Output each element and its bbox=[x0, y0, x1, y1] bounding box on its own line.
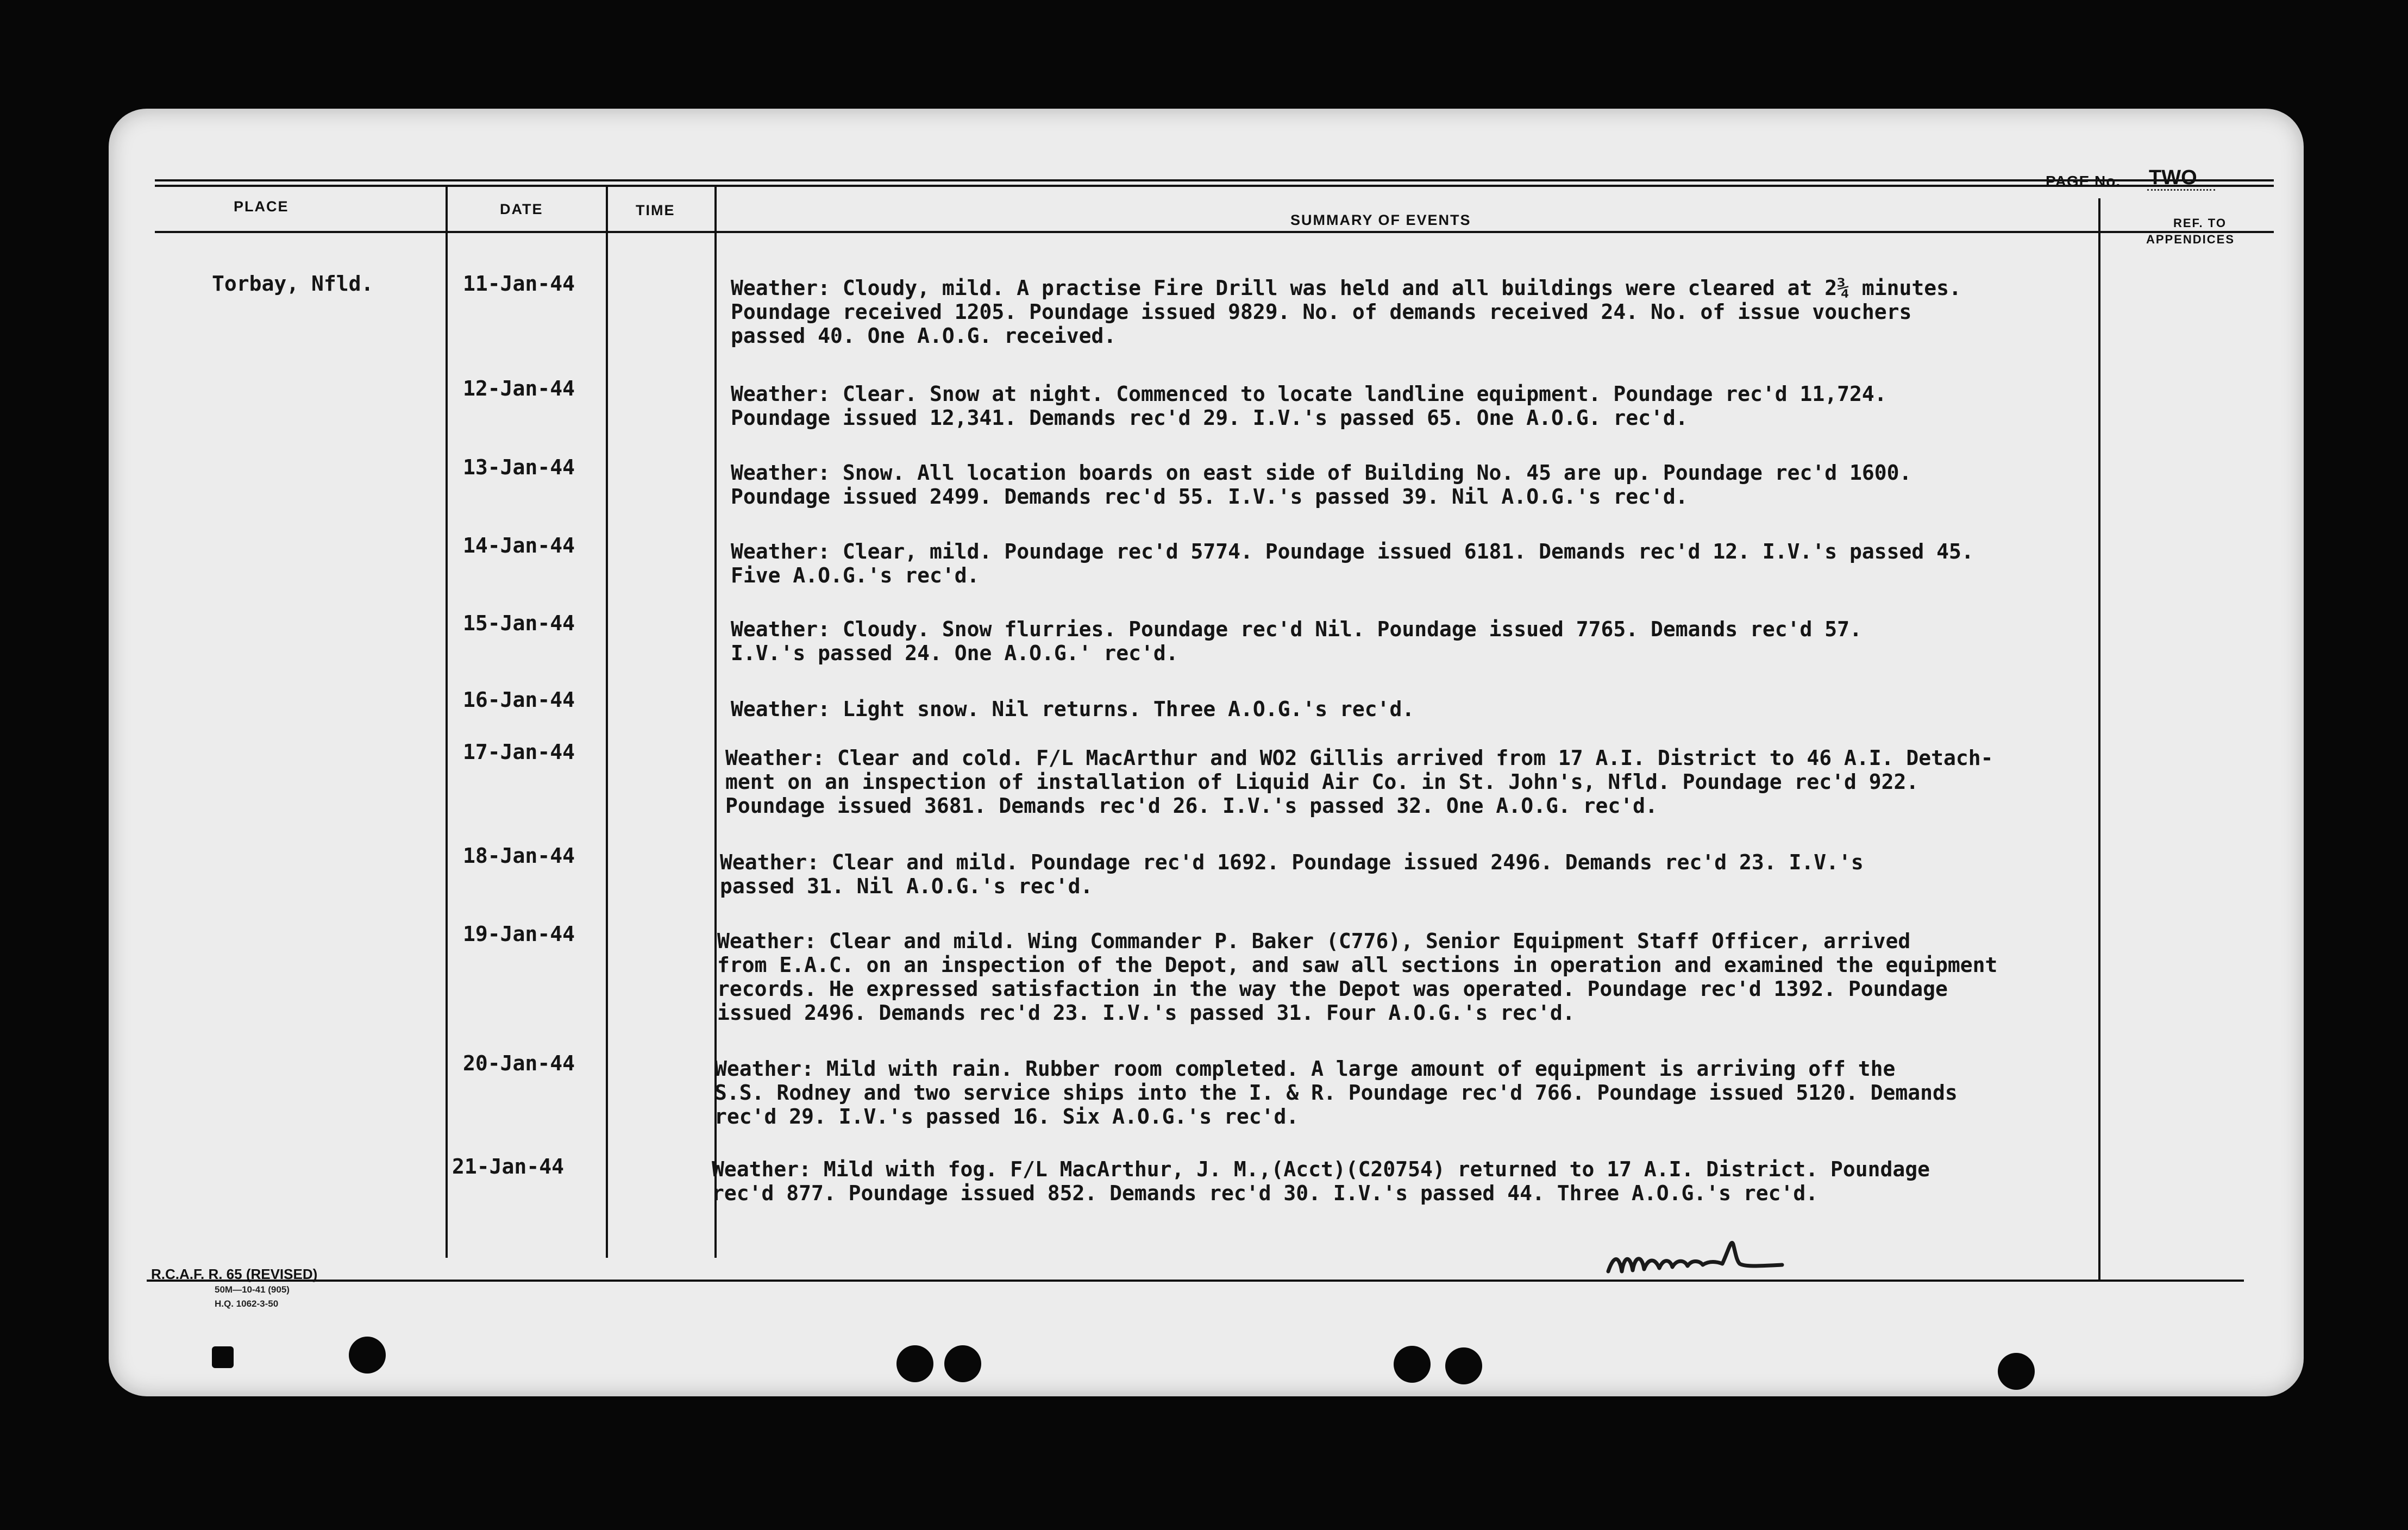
header-place: PLACE bbox=[234, 198, 289, 215]
entry-text-5: Weather: Cloudy. Snow flurries. Poundage rec'd Nil. Poundage issued 7765. Demands rec'd 57. I.V.'s passed 24. One A.O.G.' rec'd. bbox=[731, 617, 1862, 665]
punch-hole bbox=[1445, 1347, 1482, 1384]
punch-hole bbox=[944, 1345, 981, 1382]
entry-date-2: 12-Jan-44 bbox=[463, 377, 575, 400]
entry-text-6: Weather: Light snow. Nil returns. Three A.O.G.'s rec'd. bbox=[731, 697, 1415, 721]
signature-mark bbox=[1603, 1228, 1809, 1288]
entry-date-3: 13-Jan-44 bbox=[463, 455, 575, 479]
entry-text-1: Weather: Cloudy, mild. A practise Fire Drill was held and all buildings were cleared at 2¾ minutes. Poundage received 1205. Poundage issued 9829. No. of demands received 24. No. of issue vouchers passed 40. One A.O.G. received. bbox=[731, 276, 1961, 348]
entry-text-10: Weather: Mild with rain. Rubber room completed. A large amount of equipment is arriving off the S.S. Rodney and two service ships into the I. & R. Poundage rec'd 766. Poundage issued 5120. Demands rec'd 29. I.V.'s passed 16. Six A.O.G.'s rec'd. bbox=[714, 1057, 1958, 1128]
header-summary: SUMMARY OF EVENTS bbox=[1290, 212, 1471, 228]
form-hq-code: H.Q. 1062-3-50 bbox=[215, 1299, 279, 1309]
punch-hole bbox=[1394, 1346, 1431, 1383]
entry-text-7: Weather: Clear and cold. F/L MacArthur and WO2 Gillis arrived from 17 A.I. District to 46 A.I. Detach- ment on an inspection of installation of Liquid Air Co. in St. John's, Nfld. Poundage rec'd 922. Poundage issued 3681. Demands rec'd 26. I.V.'s passed 32. One A.O.G. rec'd. bbox=[725, 746, 1993, 818]
entry-text-2: Weather: Clear. Snow at night. Commenced to locate landline equipment. Poundage rec'd 11,724. Poundage issued 12,341. Demands rec'd 29. I.V.'s passed 65. One A.O.G. rec'd. bbox=[731, 382, 1887, 430]
entry-date-8: 18-Jan-44 bbox=[463, 844, 575, 868]
header-ref-line2: APPENDICES bbox=[2146, 233, 2235, 246]
entry-date-6: 16-Jan-44 bbox=[463, 688, 575, 712]
header-time: TIME bbox=[636, 202, 675, 218]
entry-date-11: 21-Jan-44 bbox=[452, 1155, 564, 1178]
page-number-dotted-line bbox=[2147, 189, 2215, 191]
place-value: Torbay, Nfld. bbox=[212, 272, 374, 296]
form-number: R.C.A.F. R. 65 (REVISED) bbox=[151, 1266, 318, 1282]
col-line-date-time bbox=[606, 185, 608, 1258]
punch-hole bbox=[896, 1345, 933, 1382]
header-date: DATE bbox=[500, 201, 543, 217]
bottom-rule bbox=[147, 1280, 2244, 1282]
entry-text-9: Weather: Clear and mild. Wing Commander P. Baker (C776), Senior Equipment Staff Officer, arrived from E.A.C. on an inspection of the Depot, and saw all sections in operation and examined the equipment records. He expressed satisfaction in the way the Depot was operated. Poundage rec'd 1392. Poundage issued 2496. Demands rec'd 23. I.V.'s passed 31. Four A.O.G.'s rec'd. bbox=[717, 929, 1998, 1025]
entry-date-9: 19-Jan-44 bbox=[463, 922, 575, 946]
entry-date-10: 20-Jan-44 bbox=[463, 1051, 575, 1075]
header-rule bbox=[155, 231, 2274, 233]
entry-text-4: Weather: Clear, mild. Poundage rec'd 5774. Poundage issued 6181. Demands rec'd 12. I.V.'s passed 45. Five A.O.G.'s rec'd. bbox=[731, 540, 1974, 587]
entry-date-4: 14-Jan-44 bbox=[463, 534, 575, 557]
entry-text-11: Weather: Mild with fog. F/L MacArthur, J. M.,(Acct)(C20754) returned to 17 A.I. District. Poundage rec'd 877. Poundage issued 852. Demands rec'd 30. I.V.'s passed 44. Three A.O.G.'s rec'd. bbox=[712, 1157, 1930, 1205]
punch-hole bbox=[1998, 1353, 2035, 1390]
entry-text-8: Weather: Clear and mild. Poundage rec'd 1692. Poundage issued 2496. Demands rec'd 23. I.V.'s passed 31. Nil A.O.G.'s rec'd. bbox=[720, 850, 1864, 898]
form-print-code: 50M—10-41 (905) bbox=[215, 1284, 290, 1295]
entry-date-7: 17-Jan-44 bbox=[463, 740, 575, 764]
punch-hole bbox=[349, 1337, 386, 1374]
col-line-summary-ref bbox=[2098, 198, 2100, 1280]
entry-date-5: 15-Jan-44 bbox=[463, 611, 575, 635]
header-ref-line1: REF. TO bbox=[2173, 216, 2227, 230]
entry-text-3: Weather: Snow. All location boards on east side of Building No. 45 are up. Poundage rec'd 1600. Poundage issued 2499. Demands rec'd 55. I.V.'s passed 39. Nil A.O.G.'s rec'd. bbox=[731, 461, 1912, 509]
entry-date-1: 11-Jan-44 bbox=[463, 272, 575, 296]
top-rule-2 bbox=[155, 185, 2274, 187]
top-rule bbox=[155, 179, 2274, 181]
page-number-value: TWO bbox=[2149, 166, 2197, 189]
page-number-label: PAGE No. bbox=[2046, 173, 2121, 190]
punch-hole-small bbox=[212, 1346, 234, 1368]
col-line-place-date bbox=[446, 185, 448, 1258]
